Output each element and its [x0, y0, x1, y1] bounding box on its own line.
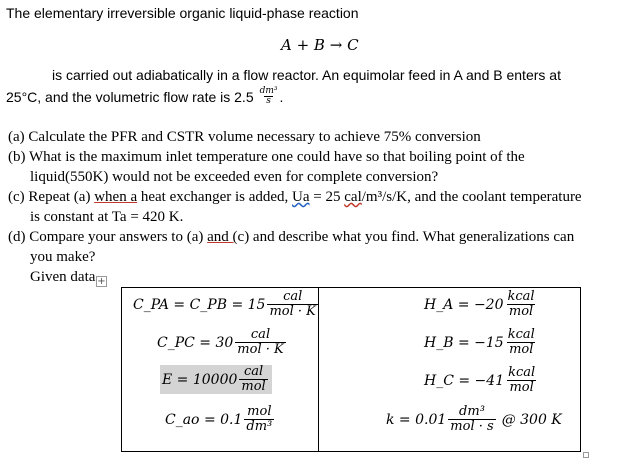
flow-unit-num: dm³ [259, 86, 278, 96]
given-cp-ab-lhs: C_PA = C_PB = 15 [133, 296, 266, 313]
given-hb-num: kcal [507, 327, 535, 342]
given-cp-c [157, 328, 286, 357]
given-hc-num: kcal [508, 365, 536, 380]
question-b-label: (b) [8, 149, 26, 165]
given-k-lhs: k = 0.01 [386, 411, 447, 428]
given-hc-lhs: H_C = −41 [424, 372, 505, 389]
given-k-suffix: @ 300 K [501, 411, 562, 428]
given-cp-c-lhs: C_PC = 30 [157, 334, 234, 351]
given-k [386, 405, 562, 434]
question-b-text: What is the maximum inlet temperature one could have so that boiling point of the [28, 149, 525, 165]
given-data-table-divider [318, 287, 319, 452]
question-c-mid: heat exchanger is added, [137, 189, 293, 205]
given-ha [424, 290, 537, 319]
flow-unit [258, 87, 280, 106]
given-cao [165, 405, 274, 434]
question-c-continuation: is constant at Ta = 420 K. [30, 209, 184, 225]
question-d-pre: Compare your answers to (a) [29, 229, 208, 245]
given-e [160, 365, 272, 394]
question-d-post: c) and describe what you find. What generalizations can [237, 229, 575, 245]
given-cao-den: dm³ [246, 419, 273, 434]
question-b [8, 149, 525, 166]
reaction-equation: A + B → C [281, 36, 359, 54]
question-c [8, 189, 582, 206]
given-data-label: Given data [30, 269, 96, 285]
given-hb-lhs: H_B = −15 [424, 334, 504, 351]
given-cp-c-den: mol · K [237, 342, 284, 357]
question-c-pre: Repeat (a) [28, 189, 95, 205]
given-e-num: cal [243, 364, 264, 379]
given-k-num: dm³ [459, 404, 485, 419]
flow-unit-den: s [266, 96, 271, 106]
given-ha-num: kcal [507, 289, 535, 304]
question-a [8, 129, 481, 146]
table-resize-handle-icon[interactable] [583, 452, 589, 458]
question-b-continuation: liquid(550K) would not be exceeded even for complete conversion? [30, 169, 439, 185]
question-a-text: Calculate the PFR and CSTR volume necessary to achieve 75% conversion [28, 129, 481, 145]
given-cp-c-num: cal [250, 327, 271, 342]
given-hc-den: mol [509, 380, 534, 395]
question-a-label: (a) [8, 129, 25, 145]
question-d-label: (d) [8, 229, 26, 245]
question-c-mid2: = 25 [309, 189, 345, 205]
given-cao-num: mol [247, 404, 272, 419]
given-hb-den: mol [509, 342, 534, 357]
intro-line-1: The elementary irreversible organic liquid-phase reaction [6, 5, 359, 21]
given-cp-ab [133, 290, 318, 319]
given-hb [424, 328, 537, 357]
question-c-ua: Ua [292, 189, 310, 205]
given-cp-ab-den: mol · K [269, 304, 316, 319]
question-d-continuation: you make? [30, 249, 96, 265]
question-c-label: (c) [8, 189, 25, 205]
question-c-post: /m³/s/K, and the coolant temperature [361, 189, 582, 205]
intro-line-3 [6, 87, 283, 106]
given-k-den: mol · s [450, 419, 494, 434]
question-d-underlined-and: and ( [207, 229, 238, 245]
intro-line-3-end: . [279, 88, 284, 105]
given-cao-lhs: C_ao = 0.1 [165, 411, 243, 428]
intro-line-2: is carried out adiabatically in a flow reactor. An equimolar feed in A and B enters at [52, 67, 561, 83]
question-d [8, 229, 574, 246]
table-move-handle-icon[interactable]: + [97, 276, 106, 287]
given-ha-lhs: H_A = −20 [424, 296, 504, 313]
given-e-lhs: E = 10000 [162, 371, 238, 388]
given-cp-ab-num: cal [283, 289, 303, 304]
given-hc [424, 366, 537, 395]
given-ha-den: mol [508, 304, 534, 319]
question-c-underlined-when-a: when a [94, 189, 138, 205]
given-e-den: mol [241, 379, 266, 394]
intro-line-3-text: 25°C, and the volumetric flow rate is 2.5 [6, 88, 254, 105]
question-c-cal: cal [344, 189, 362, 205]
